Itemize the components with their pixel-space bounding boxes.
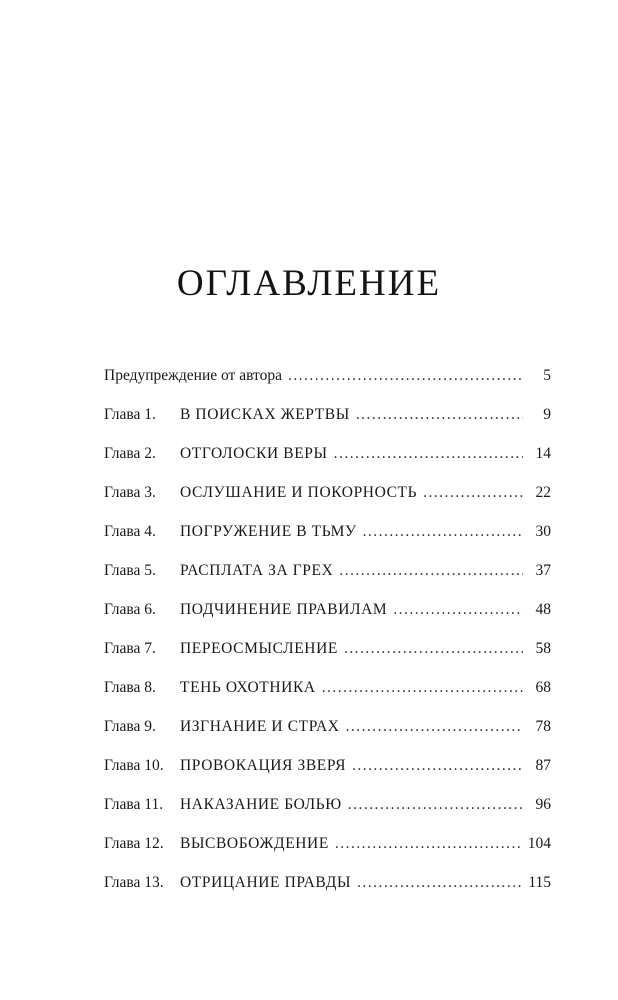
toc-entry-title: В ПОИСКАХ ЖЕРТВЫ (180, 406, 350, 423)
toc-entry-number: Глава 12. (104, 835, 164, 852)
toc-entry-chapter-9[interactable] (104, 718, 551, 757)
toc-entry-chapter-7[interactable] (104, 640, 551, 679)
toc-leader-dots (393, 601, 523, 619)
toc-entry-page: 22 (535, 484, 551, 501)
toc-entry-title: Предупреждение от автора (104, 367, 282, 384)
toc-entry-title: ПОГРУЖЕНИЕ В ТЬМУ (180, 523, 357, 540)
toc-entry-page: 96 (535, 796, 551, 813)
toc-entry-title: РАСПЛАТА ЗА ГРЕХ (180, 562, 334, 579)
toc-entry-title: ОТРИЦАНИЕ ПРАВДЫ (180, 874, 352, 891)
toc-entry-number: Глава 4. (104, 523, 156, 540)
toc-entry-page: 9 (543, 406, 551, 423)
toc-leader-dots (335, 835, 522, 853)
table-of-contents (104, 367, 551, 913)
toc-leader-dots (339, 562, 523, 580)
toc-entry-title: ОТГОЛОСКИ ВЕРЫ (180, 445, 328, 462)
toc-entry-page: 5 (543, 367, 551, 384)
toc-entry-number: Глава 11. (104, 796, 164, 813)
toc-leader-dots (348, 796, 523, 814)
toc-leader-dots (423, 484, 523, 502)
toc-leader-dots (346, 718, 523, 736)
toc-entry-title: ОСЛУШАНИЕ И ПОКОРНОСТЬ (180, 484, 418, 501)
toc-leader-dots (352, 757, 523, 775)
toc-entry-title: ВЫСВОБОЖДЕНИЕ (180, 835, 329, 852)
toc-entry-page: 87 (535, 757, 551, 774)
toc-entry-title: ПЕРЕОСМЫСЛЕНИЕ (180, 640, 338, 657)
toc-entry-number: Глава 9. (104, 718, 156, 735)
toc-entry-chapter-12[interactable] (104, 835, 551, 874)
toc-entry-page: 14 (535, 445, 551, 462)
toc-leader-dots (363, 523, 523, 541)
toc-entry-page: 48 (535, 601, 551, 618)
toc-entry-chapter-3[interactable] (104, 484, 551, 523)
toc-entry-chapter-11[interactable] (104, 796, 551, 835)
page-title: ОГЛАВЛЕНИЕ (176, 263, 442, 304)
toc-entry-title: ПОДЧИНЕНИЕ ПРАВИЛАМ (180, 601, 388, 618)
toc-leader-dots (322, 679, 523, 697)
toc-entry-chapter-6[interactable] (104, 601, 551, 640)
toc-entry-preface[interactable] (104, 367, 551, 406)
toc-entry-title: ИЗГНАНИЕ И СТРАХ (180, 718, 340, 735)
toc-entry-page: 78 (535, 718, 551, 735)
toc-entry-page: 115 (528, 874, 551, 891)
toc-entry-page: 37 (535, 562, 551, 579)
toc-entry-page: 58 (535, 640, 551, 657)
toc-entry-chapter-13[interactable] (104, 874, 551, 913)
toc-entry-number: Глава 1. (104, 406, 156, 423)
toc-leader-dots (288, 367, 523, 385)
toc-entry-title: НАКАЗАНИЕ БОЛЬЮ (180, 796, 342, 813)
toc-entry-number: Глава 8. (104, 679, 156, 696)
toc-entry-number: Глава 13. (104, 874, 164, 891)
toc-entry-number: Глава 3. (104, 484, 156, 501)
toc-entry-number: Глава 7. (104, 640, 156, 657)
toc-entry-chapter-8[interactable] (104, 679, 551, 718)
toc-entry-number: Глава 10. (104, 757, 164, 774)
toc-entry-number: Глава 5. (104, 562, 156, 579)
toc-leader-dots (357, 874, 522, 892)
toc-entry-title: ТЕНЬ ОХОТНИКА (180, 679, 316, 696)
toc-entry-title: ПРОВОКАЦИЯ ЗВЕРЯ (180, 757, 347, 774)
toc-entry-number: Глава 2. (104, 445, 156, 462)
toc-entry-chapter-4[interactable] (104, 523, 551, 562)
toc-entry-chapter-5[interactable] (104, 562, 551, 601)
toc-entry-number: Глава 6. (104, 601, 156, 618)
toc-entry-page: 104 (527, 835, 551, 852)
toc-leader-dots (356, 406, 523, 424)
toc-entry-page: 30 (535, 523, 551, 540)
toc-leader-dots (334, 445, 523, 463)
toc-entry-chapter-1[interactable] (104, 406, 551, 445)
toc-leader-dots (344, 640, 523, 658)
toc-entry-page: 68 (535, 679, 551, 696)
toc-entry-chapter-2[interactable] (104, 445, 551, 484)
toc-entry-chapter-10[interactable] (104, 757, 551, 796)
